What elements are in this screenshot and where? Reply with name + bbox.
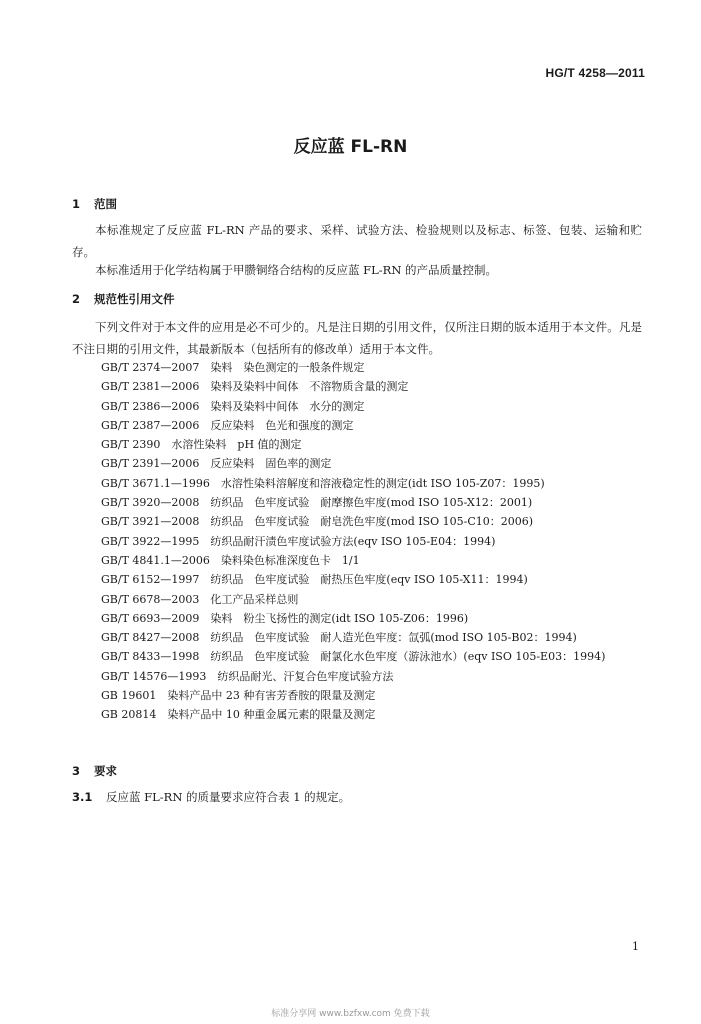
reference-item: GB 20814 染料产品中 10 种重金属元素的限量及测定 bbox=[101, 708, 376, 722]
section-title: 规范性引用文件 bbox=[94, 292, 175, 306]
reference-item: GB/T 3922—1995 纺织品耐汗渍色牢度试验方法(eqv ISO 105-E04：1994) bbox=[101, 534, 496, 548]
section-number: 3 bbox=[72, 764, 81, 778]
footer-watermark[interactable]: 标准分享网 www.bzfxw.com 免费下载 bbox=[271, 1009, 430, 1019]
page-number: 1 bbox=[632, 940, 639, 953]
scope-paragraph-1: 本标准规定了反应蓝 FL-RN 产品的要求、采样、试验方法、检验规则以及标志、标签、包装、运输和贮存。 bbox=[72, 223, 642, 259]
scope-paragraph-2: 本标准适用于化学结构属于甲臜铜络合结构的反应蓝 FL-RN 的产品质量控制。 bbox=[95, 263, 498, 277]
clause-3-1 bbox=[72, 789, 350, 805]
reference-item: GB/T 6152—1997 纺织品 色牢度试验 耐热压色牢度(eqv ISO 105-X11：1994) bbox=[101, 573, 528, 587]
reference-item: GB/T 3921—2008 纺织品 色牢度试验 耐皂洗色牢度(mod ISO 105-C10：2006) bbox=[101, 515, 534, 529]
reference-item: GB/T 2390 水溶性染料 pH 值的测定 bbox=[101, 438, 302, 452]
section-heading-scope bbox=[72, 196, 117, 212]
clause-number: 3.1 bbox=[72, 790, 93, 804]
reference-item: GB/T 2386—2006 染料及染料中间体 水分的测定 bbox=[101, 399, 365, 413]
section-heading-requirements bbox=[72, 763, 117, 779]
clause-text: 反应蓝 FL-RN 的质量要求应符合表 1 的规定。 bbox=[106, 790, 351, 804]
standard-code: HG/T 4258—2011 bbox=[545, 66, 645, 80]
reference-item: GB/T 2387—2006 反应染料 色光和强度的测定 bbox=[101, 418, 354, 432]
references-intro: 下列文件对于本文件的应用是必不可少的。凡是注日期的引用文件，仅所注日期的版本适用于本文件。凡是不注日期的引用文件，其最新版本（包括所有的修改单）适用于本文件。 bbox=[72, 320, 642, 356]
reference-item: GB 19601 染料产品中 23 种有害芳香胺的限量及测定 bbox=[101, 689, 376, 703]
section-title: 要求 bbox=[94, 764, 117, 778]
reference-item: GB/T 4841.1—2006 染料染色标准深度色卡 1/1 bbox=[101, 553, 360, 567]
reference-item: GB/T 2381—2006 染料及染料中间体 不溶物质含量的测定 bbox=[101, 380, 409, 394]
reference-item: GB/T 14576—1993 纺织品耐光、汗复合色牢度试验方法 bbox=[101, 669, 394, 683]
section-title: 范围 bbox=[94, 197, 117, 211]
reference-item: GB/T 3671.1—1996 水溶性染料溶解度和溶液稳定性的测定(idt ISO 105-Z07：1995) bbox=[101, 476, 545, 490]
section-heading-references bbox=[72, 291, 175, 307]
reference-list bbox=[72, 358, 647, 725]
reference-item: GB/T 2391—2006 反应染料 固色率的测定 bbox=[101, 457, 332, 471]
reference-item: GB/T 8433—1998 纺织品 色牢度试验 耐氯化水色牢度（游泳池水）(eqv ISO 105-E03：1994) bbox=[101, 650, 606, 664]
reference-item: GB/T 2374—2007 染料 染色测定的一般条件规定 bbox=[101, 361, 365, 374]
reference-item: GB/T 8427—2008 纺织品 色牢度试验 耐人造光色牢度：氙弧(mod ISO 105-B02：1994) bbox=[101, 631, 577, 645]
document-title: 反应蓝 FL-RN bbox=[293, 137, 408, 157]
reference-item: GB/T 6678—2003 化工产品采样总则 bbox=[101, 592, 299, 606]
section-number: 2 bbox=[72, 292, 81, 306]
reference-item: GB/T 3920—2008 纺织品 色牢度试验 耐摩擦色牢度(mod ISO 105-X12：2001) bbox=[101, 496, 533, 510]
reference-item: GB/T 6693—2009 染料 粉尘飞扬性的测定(idt ISO 105-Z06：1996) bbox=[101, 611, 469, 625]
section-number: 1 bbox=[72, 197, 81, 211]
